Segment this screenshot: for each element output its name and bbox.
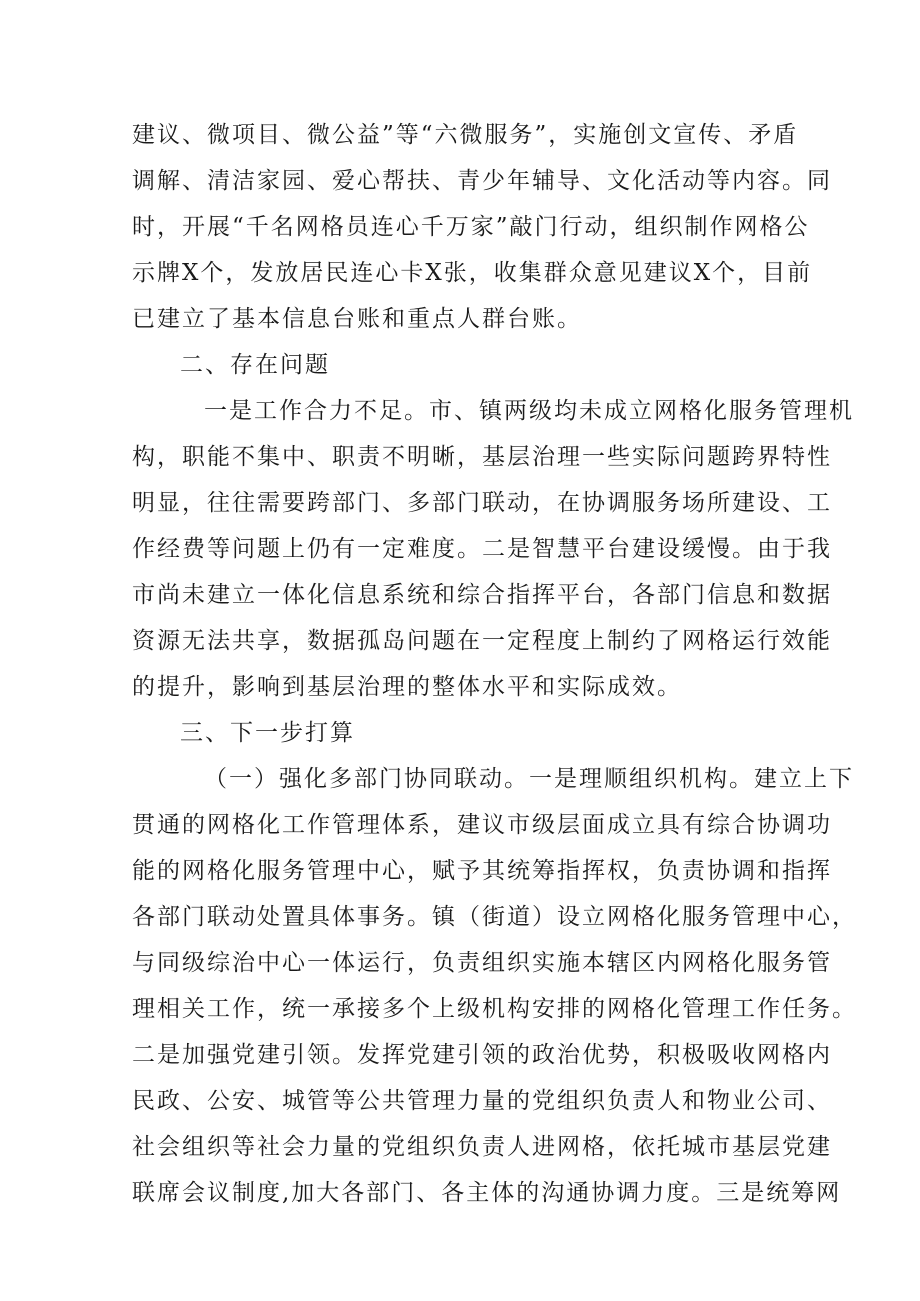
paragraph-line: 建议、微项目、微公益”等“六微服务”，实施创文宣传、矛盾 [132,122,799,148]
section-heading: 三、下一步打算 [180,720,355,746]
section-heading: 二、存在问题 [180,352,330,378]
paragraph-line: 各部门联动处置具体事务。镇（街道）设立网格化服务管理中心， [132,904,857,930]
paragraph-line: 作经费等问题上仍有一定难度。二是智慧平台建设缓慢。由于我 [132,536,832,562]
paragraph-line: 贯通的网格化工作管理体系，建议市级层面成立具有综合协调功 [132,812,832,838]
paragraph-line: 理相关工作，统一承接多个上级机构安排的网格化管理工作任务。 [132,996,857,1022]
paragraph-line: 二是加强党建引领。发挥党建引领的政治优势，积极吸收网格内 [132,1042,832,1068]
document-body [132,112,857,1216]
paragraph-line: 明显，往往需要跨部门、多部门联动，在协调服务场所建设、工 [132,490,832,516]
paragraph-line: 市尚未建立一体化信息系统和综合指挥平台，各部门信息和数据 [132,582,832,608]
paragraph-line: （一）强化多部门协同联动。一是理顺组织机构。建立上下 [204,766,854,792]
paragraph-line: 示牌X个，发放居民连心卡X张，收集群众意见建议X个，目前 [132,260,813,286]
paragraph-line: 已建立了基本信息台账和重点人群台账。 [132,306,582,332]
paragraph-line: 联席会议制度,加大各部门、各主体的沟通协调力度。三是统筹网 [132,1180,842,1206]
paragraph-line: 能的网格化服务管理中心，赋予其统筹指挥权，负责协调和指挥 [132,858,832,884]
paragraph-line: 的提升，影响到基层治理的整体水平和实际成效。 [132,674,682,700]
paragraph-line: 民政、公安、城管等公共管理力量的党组织负责人和物业公司、 [132,1088,832,1114]
paragraph-line: 调解、清洁家园、爱心帮扶、青少年辅导、文化活动等内容。同 [132,168,832,194]
paragraph-line: 时，开展“千名网格员连心千万家”敲门行动，组织制作网格公 [132,214,810,240]
paragraph-line: 社会组织等社会力量的党组织负责人进网格，依托城市基层党建 [132,1134,832,1160]
paragraph-line: 与同级综治中心一体运行，负责组织实施本辖区内网格化服务管 [132,950,832,976]
paragraph-line: 一是工作合力不足。市、镇两级均未成立网格化服务管理机 [204,398,854,424]
paragraph-line: 构，职能不集中、职责不明晰，基层治理一些实际问题跨界特性 [132,444,832,470]
paragraph-line: 资源无法共享，数据孤岛问题在一定程度上制约了网格运行效能 [132,628,832,654]
